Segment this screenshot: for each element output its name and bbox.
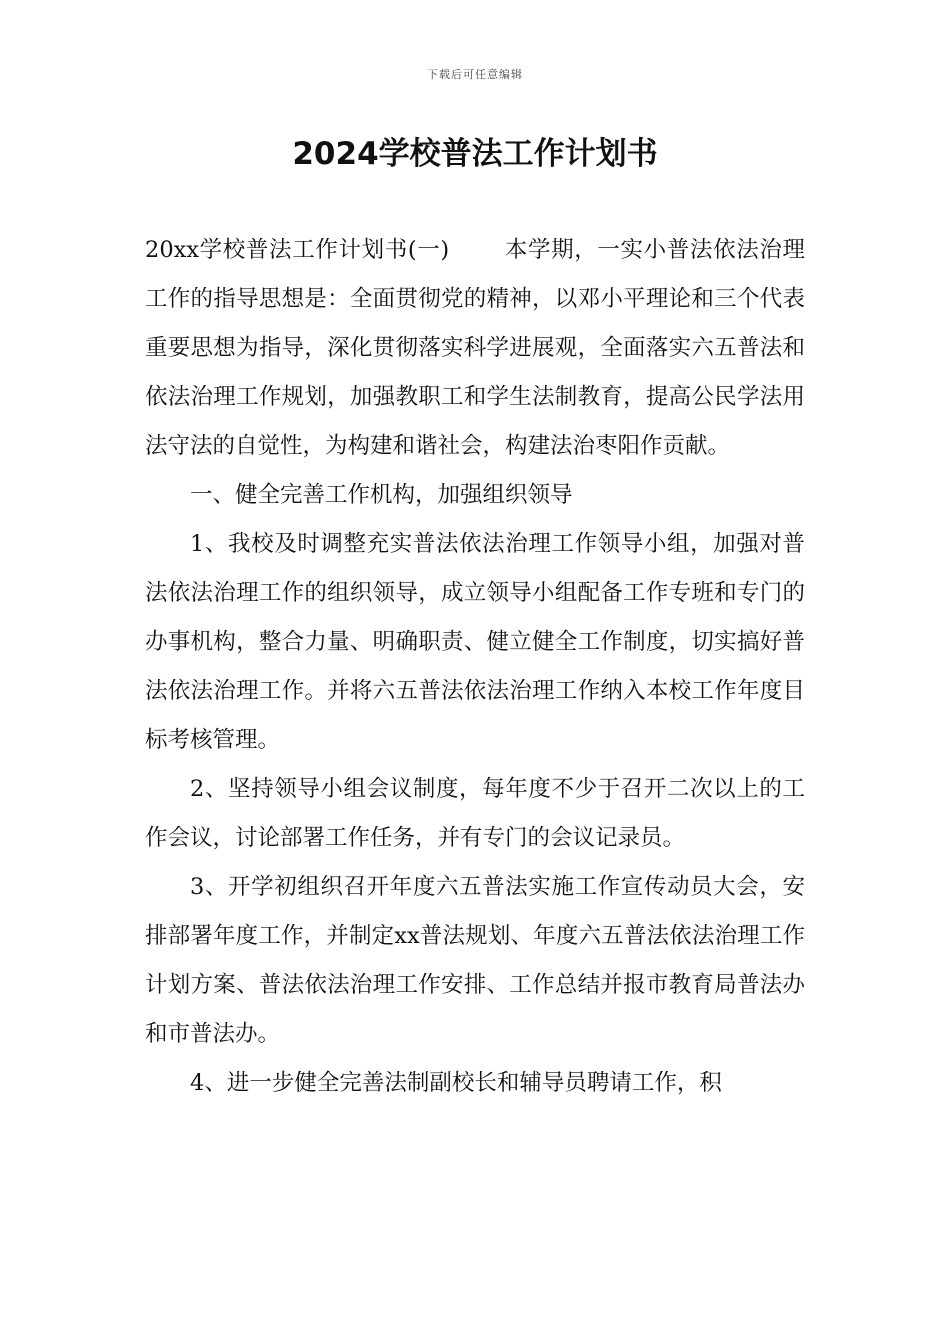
section-heading: 一、健全完善工作机构，加强组织领导 bbox=[190, 482, 573, 508]
intro-text: 本学期，一实小普法依法治理工作的指导思想是：全面贯彻党的精神，以邓小平理论和三个代表重要思想为指导，深化贯彻落实科学进展观，全面落实六五普法和依法治理工作规划，加强教职工和学生法制教育，提高公民学法用法守法的自觉性，为构建和谐社会，构建法治枣阳作贡献。 bbox=[145, 237, 805, 459]
list-item: 2、坚持领导小组会议制度，每年度不少于召开二次以上的工作会议，讨论部署工作任务，并有专门的会议记录员。 bbox=[145, 776, 805, 851]
intro-heading: 20xx学校普法工作计划书(一) bbox=[145, 237, 450, 263]
list-item: 4、进一步健全完善法制副校长和辅导员聘请工作，积 bbox=[190, 1070, 722, 1096]
list-item: 1、我校及时调整充实普法依法治理工作领导小组，加强对普法依法治理工作的组织领导，成立领导小组配备工作专班和专门的办事机构，整合力量、明确职责、健立健全工作制度，切实搞好普法依法治理工作。并将六五普法依法治理工作纳入本校工作年度目标考核管理。 bbox=[145, 531, 805, 753]
header-note: 下载后可任意编辑 bbox=[427, 68, 523, 81]
document-body bbox=[145, 226, 805, 1108]
document-title: 2024学校普法工作计划书 bbox=[292, 136, 658, 172]
intro-paragraph bbox=[145, 226, 805, 471]
list-item: 3、开学初组织召开年度六五普法实施工作宣传动员大会，安排部署年度工作，并制定xx普法规划、年度六五普法依法治理工作计划方案、普法依法治理工作安排、工作总结并报市教育局普法办和市普法办。 bbox=[145, 874, 805, 1047]
